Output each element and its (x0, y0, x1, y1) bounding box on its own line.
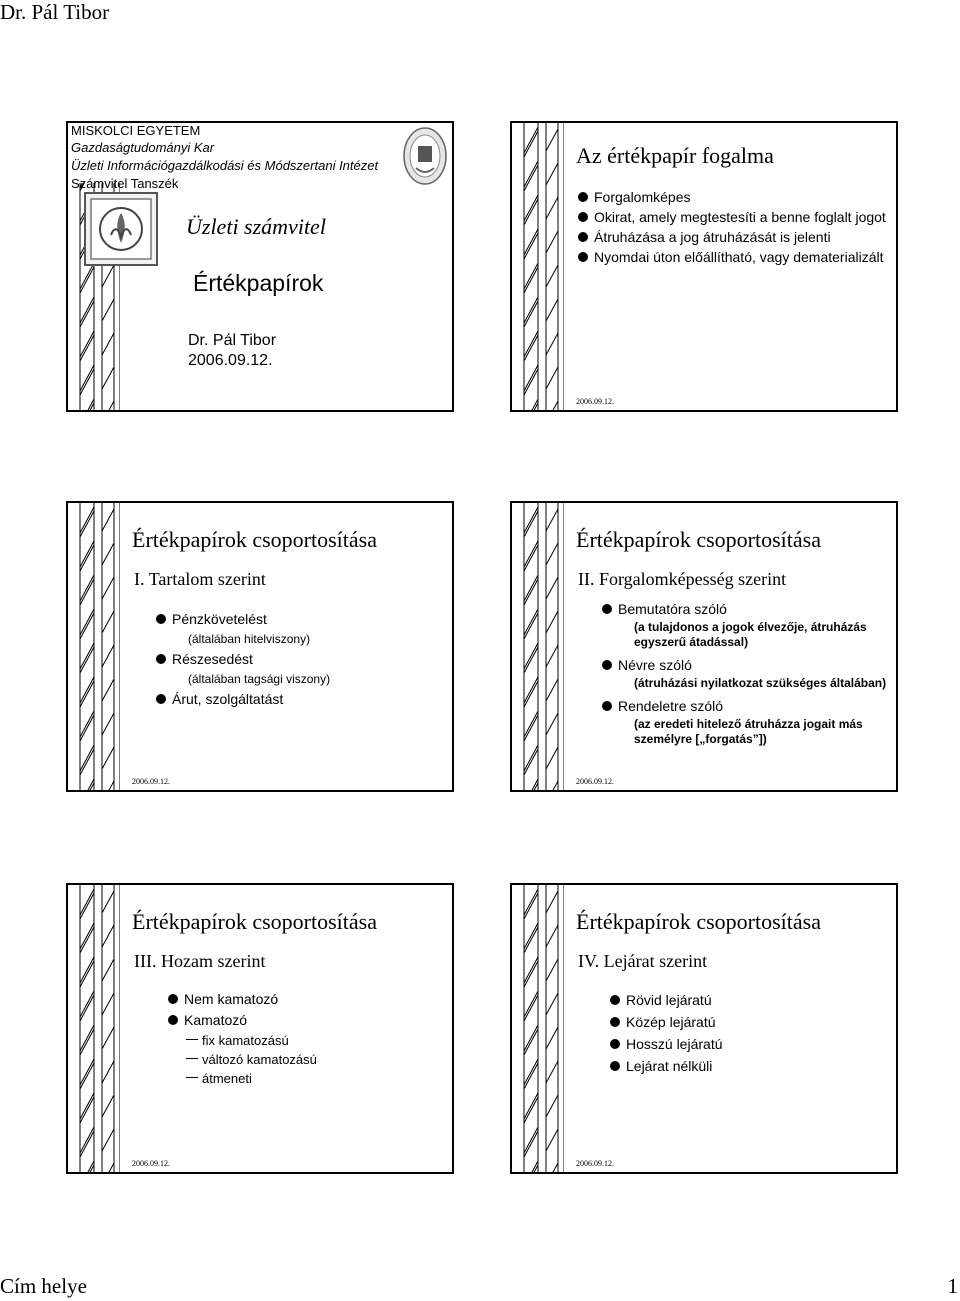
author-name: Dr. Pál Tibor (188, 332, 277, 349)
list-item: Rendeletre szóló (602, 697, 892, 715)
topic-title: Értékpapírok (193, 270, 324, 296)
institute-name: Üzleti Információgazdálkodási és Módszertani Intézet (71, 158, 379, 173)
bullet-list (156, 609, 446, 709)
slide-5 (66, 883, 454, 1174)
slide-date: 2006.09.12. (576, 777, 614, 786)
bullet-icon (168, 994, 178, 1004)
decorative-stripe (68, 885, 120, 1172)
bullet-icon (610, 1039, 620, 1049)
university-name: MISKOLCI EGYETEM (71, 123, 201, 138)
sub-list-item: változó kamatozású (186, 1050, 436, 1069)
bullet-icon (602, 604, 612, 614)
list-item: Nem kamatozó (168, 989, 438, 1010)
slide-subtitle: I. Tartalom szerint (134, 569, 266, 589)
slide-6 (510, 883, 898, 1174)
list-item: Pénzkövetelést (156, 609, 446, 629)
slide-4 (510, 501, 898, 792)
bullet-icon (610, 1061, 620, 1071)
bullet-icon (578, 232, 588, 242)
slide-3 (66, 501, 454, 792)
decorative-stripe (512, 885, 564, 1172)
slide-date: 2006.09.12. (132, 1159, 170, 1168)
bullet-icon (168, 1015, 178, 1025)
department-name: Számvitel Tanszék (71, 176, 179, 191)
decorative-stripe (512, 503, 564, 790)
list-item: Hosszú lejáratú (610, 1033, 880, 1055)
faculty-name: Gazdaságtudományi Kar (71, 140, 215, 155)
slide-date: 2006.09.12. (576, 1159, 614, 1168)
slide-title: Értékpapírok csoportosítása (576, 527, 821, 552)
list-item: Nyomdai úton előállítható, vagy dematerializált (578, 247, 892, 267)
slide-title: Értékpapírok csoportosítása (132, 909, 377, 934)
bullet-list (610, 989, 880, 1077)
slide-title: Az értékpapír fogalma (576, 143, 774, 168)
page-header: Dr. Pál Tibor (0, 0, 110, 24)
sub-list (186, 1031, 436, 1088)
list-item: Forgalomképes (578, 187, 892, 207)
list-item: Átruházása a jog átruházását is jelenti (578, 227, 892, 247)
list-note: (általában hitelviszony) (188, 632, 311, 646)
presentation-date: 2006.09.12. (188, 352, 273, 369)
list-item: Bemutatóra szóló (602, 600, 892, 618)
bullet-icon (578, 192, 588, 202)
list-note: (általában tagsági viszony) (188, 672, 331, 686)
decorative-stripe (68, 503, 120, 790)
bullet-list (602, 600, 892, 747)
list-item: Lejárat nélküli (610, 1055, 880, 1077)
bullet-icon (578, 252, 588, 262)
slide-subtitle: III. Hozam szerint (134, 951, 266, 971)
page-number: 1 (947, 1274, 958, 1298)
page-footer-title: Cím helye (0, 1274, 87, 1298)
sub-list-item: átmeneti (186, 1069, 436, 1088)
crest-icon (402, 126, 448, 186)
bullet-list (168, 989, 438, 1031)
bullet-icon (578, 212, 588, 222)
list-item: Névre szóló (602, 656, 892, 674)
list-item: Kamatozó (168, 1010, 438, 1031)
slide-date: 2006.09.12. (576, 397, 614, 406)
list-note: (átruházási nyilatkozat szükséges általában) (634, 676, 887, 690)
list-item: Rövid lejáratú (610, 989, 880, 1011)
course-title: Üzleti számvitel (186, 214, 326, 239)
slide-1 (66, 121, 454, 412)
slide-title: Értékpapírok csoportosítása (576, 909, 821, 934)
university-logo-icon (83, 191, 159, 267)
bullet-icon (610, 1017, 620, 1027)
bullet-icon (602, 701, 612, 711)
slide-subtitle: II. Forgalomképesség szerint (578, 569, 787, 589)
bullet-icon (156, 614, 166, 624)
list-note: (a tulajdonos a jogok élvezője, átruházás egyszerű átadással) (634, 620, 867, 649)
bullet-icon (610, 995, 620, 1005)
slide-title: Értékpapírok csoportosítása (132, 527, 377, 552)
sub-list-item: fix kamatozású (186, 1031, 436, 1050)
list-item: Árut, szolgáltatást (156, 689, 446, 709)
bullet-list (578, 187, 892, 267)
bullet-icon (156, 694, 166, 704)
bullet-icon (156, 654, 166, 664)
list-item: Részesedést (156, 649, 446, 669)
decorative-stripe (512, 123, 564, 410)
slide-2 (510, 121, 898, 412)
bullet-icon (602, 660, 612, 670)
slide-subtitle: IV. Lejárat szerint (578, 951, 708, 971)
slide-date: 2006.09.12. (132, 777, 170, 786)
list-note: (az eredeti hitelező átruházza jogait más személyre [„forgatás”]) (634, 717, 863, 746)
list-item: Közép lejáratú (610, 1011, 880, 1033)
list-item: Okirat, amely megtestesíti a benne foglalt jogot (578, 207, 892, 227)
